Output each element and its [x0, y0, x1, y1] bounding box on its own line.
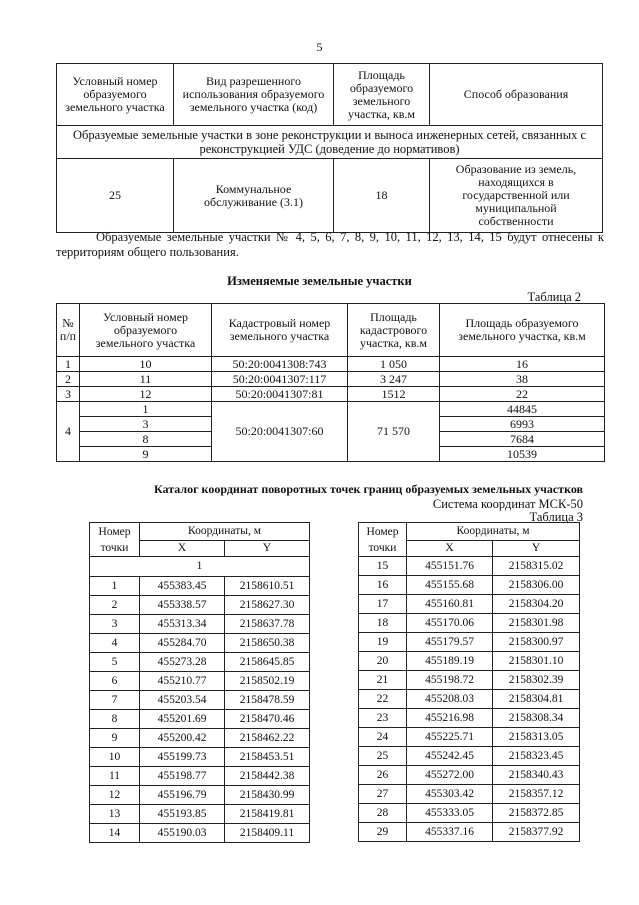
header-cadastral-number: Кадастровый номер земельного участка — [212, 304, 348, 357]
cell-plot-number: 3 — [80, 417, 212, 432]
table-row — [359, 823, 580, 842]
cell-y: 2158430.99 — [225, 786, 310, 805]
cell-point-number: 25 — [359, 747, 407, 766]
cell-permitted-use: Коммунальное обслуживание (3.1) — [174, 159, 334, 233]
table-formed-plots — [56, 63, 603, 233]
cell-cadastral-number: 50:20:0041308:743 — [212, 357, 348, 372]
cell-y: 2158442.38 — [225, 767, 310, 786]
cell-x: 455333.05 — [407, 804, 493, 823]
cell-y: 2158313.05 — [493, 728, 580, 747]
cell-plot-number: 25 — [57, 159, 174, 233]
cell-formed-area: 10539 — [440, 447, 605, 462]
table-row — [90, 748, 310, 767]
header-y: Y — [493, 541, 580, 557]
cell-point-number: 27 — [359, 785, 407, 804]
table-row — [90, 615, 310, 634]
table-row — [359, 804, 580, 823]
header-plot-number: Условный номер образуемого земельного участка — [57, 64, 174, 126]
cell-x: 455337.16 — [407, 823, 493, 842]
cell-y: 2158304.20 — [493, 595, 580, 614]
header-point-number: Номер точки — [359, 523, 407, 557]
cell-y: 2158502.19 — [225, 672, 310, 691]
cell-method: Образование из земель, находящихся в государственной или муниципальной собственности — [430, 159, 603, 233]
cell-x: 455190.03 — [140, 824, 225, 843]
cell-y: 2158627.30 — [225, 596, 310, 615]
cell-x: 455179.57 — [407, 633, 493, 652]
cell-plot-number: 8 — [80, 432, 212, 447]
table3-label: Таблица 3 — [529, 510, 583, 524]
cell-y: 2158409.11 — [225, 824, 310, 843]
table-coordinates-right — [358, 522, 580, 842]
cell-point-number: 2 — [90, 596, 140, 615]
cell-index: 3 — [57, 387, 80, 402]
cell-y: 2158308.34 — [493, 709, 580, 728]
table-row — [90, 824, 310, 843]
cell-cadastral-area: 1 050 — [348, 357, 440, 372]
cell-point-number: 26 — [359, 766, 407, 785]
page-number: 5 — [316, 40, 323, 54]
table-row — [57, 372, 605, 387]
table-row — [90, 710, 310, 729]
table-row — [359, 614, 580, 633]
header-coordinates: Координаты, м — [407, 523, 580, 541]
table-row — [359, 709, 580, 728]
table-row — [57, 357, 605, 372]
table-row — [90, 577, 310, 596]
table-row — [359, 785, 580, 804]
cell-x: 455210.77 — [140, 672, 225, 691]
table2-label: Таблица 2 — [527, 290, 581, 304]
cell-point-number: 23 — [359, 709, 407, 728]
cell-x: 455199.73 — [140, 748, 225, 767]
cell-point-number: 10 — [90, 748, 140, 767]
cell-y: 2158301.10 — [493, 652, 580, 671]
cell-point-number: 18 — [359, 614, 407, 633]
header-method: Способ образования — [430, 64, 603, 126]
table-coordinates-left — [89, 522, 310, 843]
header-permitted-use: Вид разрешенного использования образуемого земельного участка (код) — [174, 64, 334, 126]
table-row — [359, 690, 580, 709]
table-row — [359, 576, 580, 595]
cell-point-number: 19 — [359, 633, 407, 652]
table-row — [359, 671, 580, 690]
cell-y: 2158372.85 — [493, 804, 580, 823]
cell-index: 4 — [57, 402, 80, 462]
cell-x: 455151.76 — [407, 557, 493, 576]
cell-point-number: 9 — [90, 729, 140, 748]
cell-x: 455155.68 — [407, 576, 493, 595]
cell-cadastral-number: 50:20:0041307:117 — [212, 372, 348, 387]
cell-point-number: 8 — [90, 710, 140, 729]
cell-point-number: 14 — [90, 824, 140, 843]
cell-x: 455272.00 — [407, 766, 493, 785]
header-x: X — [407, 541, 493, 557]
table-row — [90, 691, 310, 710]
header-plot-number: Условный номер образуемого земельного участка — [80, 304, 212, 357]
cell-y: 2158419.81 — [225, 805, 310, 824]
cell-x: 455303.42 — [407, 785, 493, 804]
table-row — [359, 557, 580, 576]
cell-area: 18 — [334, 159, 430, 233]
header-x: X — [140, 541, 225, 557]
cell-x: 455200.42 — [140, 729, 225, 748]
cell-point-number: 5 — [90, 653, 140, 672]
cell-y: 2158323.45 — [493, 747, 580, 766]
cell-x: 455193.85 — [140, 805, 225, 824]
paragraph-public-use: Образуемые земельные участки № 4, 5, 6, 7, 8, 9, 10, 11, 12, 13, 14, 15 будут отнесены к территориям общего пользования. — [56, 230, 604, 259]
coord-system: Система координат МСК-50 — [432, 497, 583, 511]
plot-label: 1 — [90, 557, 310, 577]
cell-cadastral-area: 1512 — [348, 387, 440, 402]
cell-y: 2158315.02 — [493, 557, 580, 576]
cell-x: 455242.45 — [407, 747, 493, 766]
cell-point-number: 21 — [359, 671, 407, 690]
table-row — [57, 387, 605, 402]
table-row — [359, 633, 580, 652]
cell-x: 455383.45 — [140, 577, 225, 596]
table-row — [90, 653, 310, 672]
cell-formed-area: 38 — [440, 372, 605, 387]
header-cadastral-area: Площадь кадастрового участка, кв.м — [348, 304, 440, 357]
table-row — [359, 595, 580, 614]
cell-point-number: 1 — [90, 577, 140, 596]
cell-y: 2158610.51 — [225, 577, 310, 596]
header-point-number: Номер точки — [90, 523, 140, 557]
cell-cadastral-number: 50:20:0041307:81 — [212, 387, 348, 402]
cell-x: 455160.81 — [407, 595, 493, 614]
section-title-changed-plots: Изменяемые земельные участки — [227, 274, 412, 288]
cell-point-number: 12 — [90, 786, 140, 805]
cell-formed-area: 22 — [440, 387, 605, 402]
cell-x: 455225.71 — [407, 728, 493, 747]
cell-y: 2158478.59 — [225, 691, 310, 710]
cell-formed-area: 44845 — [440, 402, 605, 417]
cell-point-number: 4 — [90, 634, 140, 653]
table-row — [90, 634, 310, 653]
cell-point-number: 28 — [359, 804, 407, 823]
cell-plot-number: 12 — [80, 387, 212, 402]
table-row — [359, 728, 580, 747]
cell-x: 455313.34 — [140, 615, 225, 634]
table-row — [90, 672, 310, 691]
cell-x: 455198.77 — [140, 767, 225, 786]
cell-index: 2 — [57, 372, 80, 387]
cell-x: 455338.57 — [140, 596, 225, 615]
cell-x: 455216.98 — [407, 709, 493, 728]
header-index: № п/п — [57, 304, 80, 357]
table-row — [359, 766, 580, 785]
section-title-catalog: Каталог координат поворотных точек границ образуемых земельных участков — [154, 482, 583, 496]
cell-y: 2158650.38 — [225, 634, 310, 653]
cell-point-number: 17 — [359, 595, 407, 614]
cell-point-number: 7 — [90, 691, 140, 710]
table-row — [90, 596, 310, 615]
cell-plot-number: 11 — [80, 372, 212, 387]
cell-point-number: 16 — [359, 576, 407, 595]
cell-y: 2158462.22 — [225, 729, 310, 748]
cell-x: 455201.69 — [140, 710, 225, 729]
table-row — [359, 652, 580, 671]
cell-y: 2158301.98 — [493, 614, 580, 633]
cell-point-number: 24 — [359, 728, 407, 747]
cell-x: 455203.54 — [140, 691, 225, 710]
cell-cadastral-area: 71 570 — [348, 402, 440, 462]
table-row — [57, 402, 605, 417]
table-row — [90, 805, 310, 824]
cell-point-number: 3 — [90, 615, 140, 634]
cell-y: 2158300.97 — [493, 633, 580, 652]
cell-x: 455170.06 — [407, 614, 493, 633]
cell-x: 455198.72 — [407, 671, 493, 690]
cell-x: 455196.79 — [140, 786, 225, 805]
table-row — [90, 729, 310, 748]
cell-y: 2158357.12 — [493, 785, 580, 804]
cell-y: 2158340.43 — [493, 766, 580, 785]
cell-index: 1 — [57, 357, 80, 372]
cell-point-number: 6 — [90, 672, 140, 691]
cell-x: 455284.70 — [140, 634, 225, 653]
cell-y: 2158306.00 — [493, 576, 580, 595]
table-row — [359, 747, 580, 766]
cell-x: 455208.03 — [407, 690, 493, 709]
cell-formed-area: 16 — [440, 357, 605, 372]
cell-point-number: 11 — [90, 767, 140, 786]
table-changed-plots — [56, 303, 605, 462]
table-row — [90, 767, 310, 786]
cell-y: 2158637.78 — [225, 615, 310, 634]
cell-y: 2158453.51 — [225, 748, 310, 767]
cell-formed-area: 7684 — [440, 432, 605, 447]
cell-y: 2158304.81 — [493, 690, 580, 709]
cell-point-number: 15 — [359, 557, 407, 576]
table-row — [90, 786, 310, 805]
cell-y: 2158377.92 — [493, 823, 580, 842]
cell-point-number: 29 — [359, 823, 407, 842]
cell-x: 455273.28 — [140, 653, 225, 672]
header-y: Y — [225, 541, 310, 557]
cell-plot-number: 1 — [80, 402, 212, 417]
cell-cadastral-number: 50:20:0041307:60 — [212, 402, 348, 462]
header-area: Площадь образуемого земельного участка, кв.м — [334, 64, 430, 126]
cell-point-number: 13 — [90, 805, 140, 824]
cell-formed-area: 6993 — [440, 417, 605, 432]
cell-y: 2158645.85 — [225, 653, 310, 672]
header-coordinates: Координаты, м — [140, 523, 310, 541]
section-title: Образуемые земельные участки в зоне реконструкции и выноса инженерных сетей, связанных с реконструкцией УДС (доведение до нормативов) — [57, 126, 603, 159]
cell-plot-number: 9 — [80, 447, 212, 462]
header-formed-area: Площадь образуемого земельного участка, кв.м — [440, 304, 605, 357]
cell-y: 2158302.39 — [493, 671, 580, 690]
cell-point-number: 22 — [359, 690, 407, 709]
cell-plot-number: 10 — [80, 357, 212, 372]
cell-point-number: 20 — [359, 652, 407, 671]
cell-cadastral-area: 3 247 — [348, 372, 440, 387]
cell-y: 2158470.46 — [225, 710, 310, 729]
cell-x: 455189.19 — [407, 652, 493, 671]
